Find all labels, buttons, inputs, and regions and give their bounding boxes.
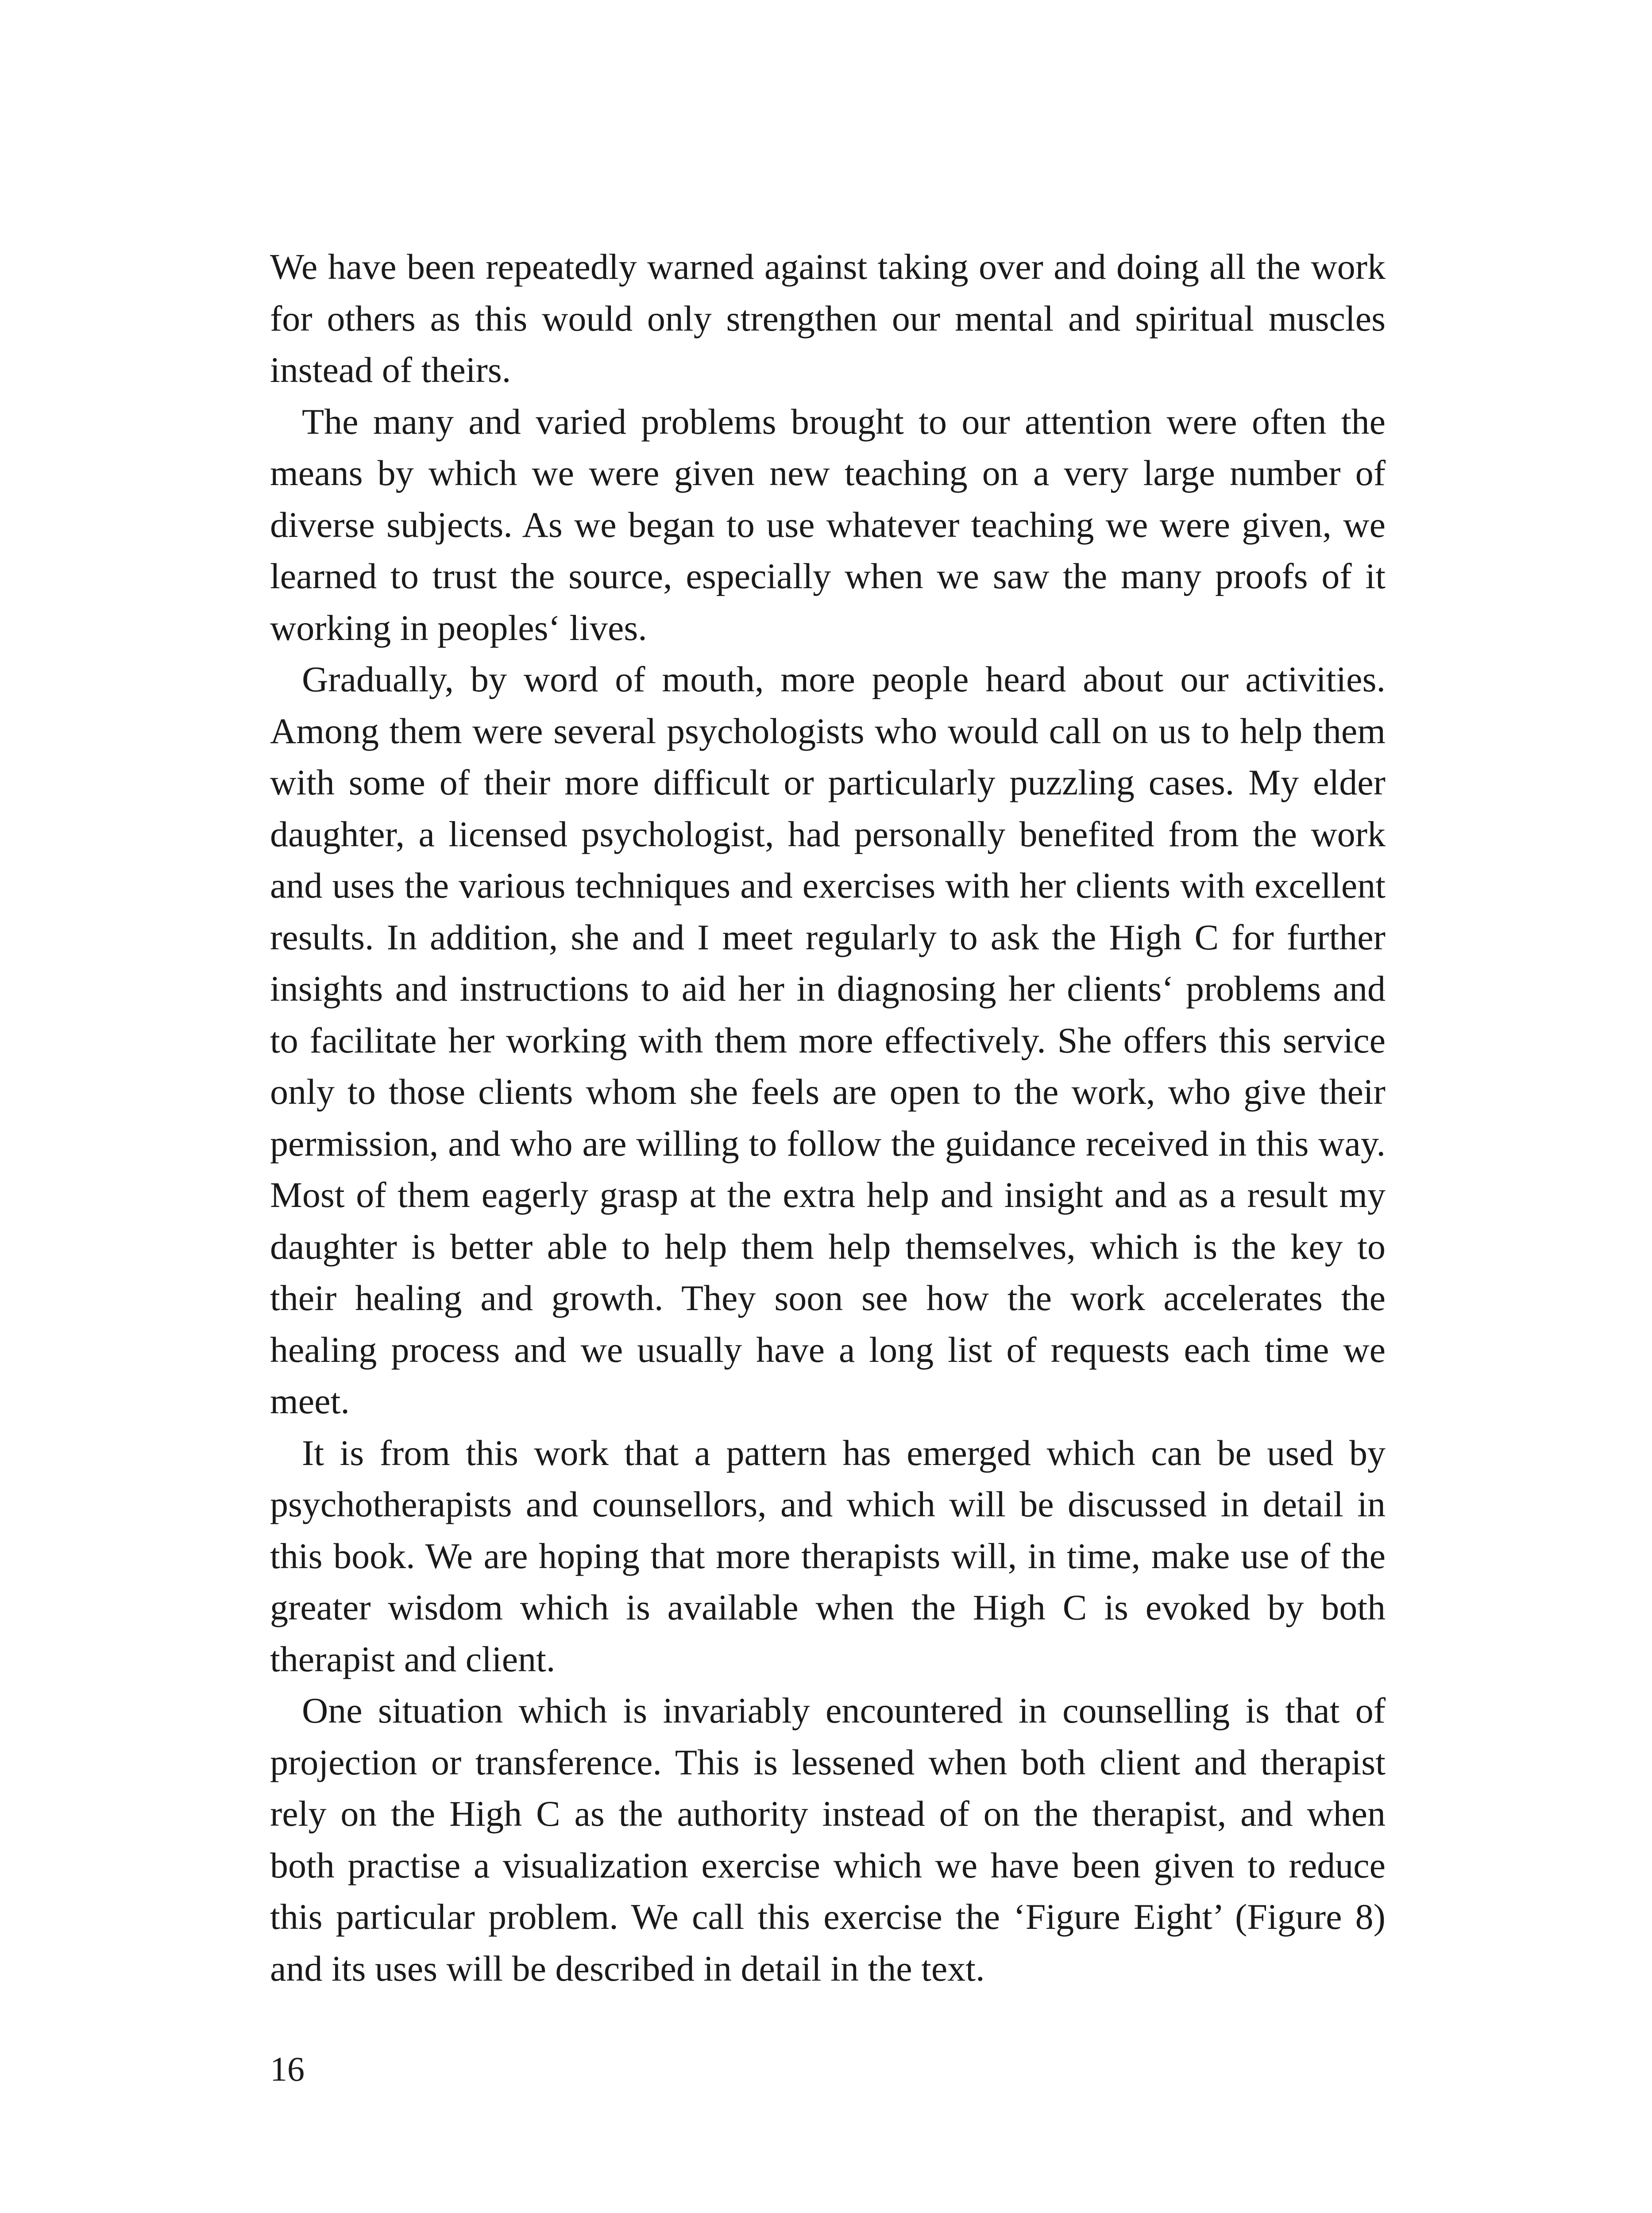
paragraph-2: The many and varied problems brought to our attention were often the means by which we were given new teaching on a very large number of diverse subjects. As we began to use whatever teaching we were given, we learned to trust the source, especially when we saw the many proofs of it working in peoples‘ lives.	[270, 401, 1386, 648]
paragraph-1: We have been repeatedly warned against taking over and doing all the work for others as this would only strengthen our mental and spiritual muscles instead of theirs.	[270, 247, 1386, 390]
paragraph-5: One situation which is invariably encountered in counselling is that of projection or transference. This is lessened when both client and therapist rely on the High C as the authority instead of on the therapist, and when both practise a visualization exercise which we have been given to reduce this particular problem. We call this exercise the ‘Figure Eight’ (Figure 8) and its uses will be described in detail in the text.	[270, 1690, 1386, 1989]
paragraph-4: It is from this work that a pattern has emerged which can be used by psychotherapists and counsellors, and which will be discussed in detail in this book. We are hoping that more therapists will, in time, make use of the greater wisdom which is available when the High C is evoked by both therapist and client.	[270, 1432, 1386, 1679]
body-text	[270, 241, 1386, 1994]
paragraph-3: Gradually, by word of mouth, more people heard about our activities. Among them were several psychologists who would call on us to help them with some of their more difficult or particularly puzzling cases. My elder daughter, a licensed psychologist, had personally benefited from the work and uses the various techniques and exercises with her clients with excellent results. In addition, she and I meet regularly to ask the High C for further insights and instructions to aid her in diagnosing her clients‘ problems and to facilitate her working with them more effectively. She offers this service only to those clients whom she feels are open to the work, who give their permission, and who are willing to follow the guidance received in this way. Most of them eagerly grasp at the extra help and insight and as a result my daughter is better able to help them help themselves, which is the key to their healing and growth. They soon see how the work accelerates the healing process and we usually have a long list of requests each time we meet.	[270, 659, 1386, 1421]
page-number: 16	[270, 2050, 305, 2088]
